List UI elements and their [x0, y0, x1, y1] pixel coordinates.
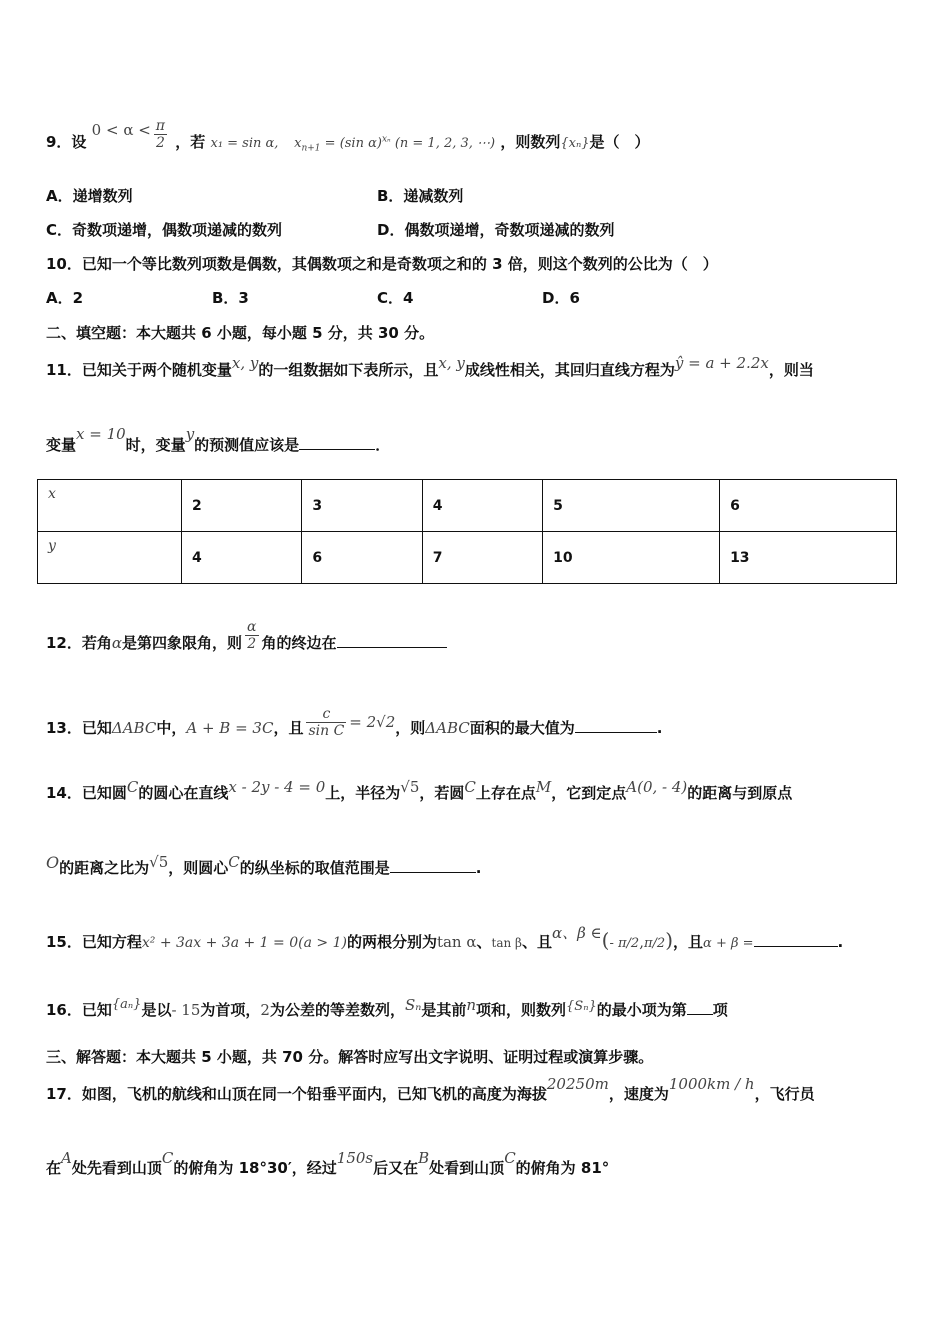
q11-p1: 11．已知关于两个随机变量 — [46, 361, 232, 379]
q11-y: y — [185, 425, 195, 443]
q9-xn: $x_{n+1} = (\sin$ α)$^{x_n}$ (n = 1, 2, 3, ⋯) — [294, 134, 496, 154]
q14-p8: 的距离之比为 — [59, 859, 150, 877]
q17-p8: 处看到山顶 — [429, 1159, 505, 1177]
q11-p4: ，则当 — [768, 361, 814, 379]
q17-line1 — [46, 1075, 815, 1104]
q12-line — [46, 619, 447, 660]
q13-p6: . — [656, 719, 663, 737]
q17-p7: 后又在 — [373, 1159, 419, 1177]
q14-p6: ，它到定点 — [551, 784, 627, 802]
q15-p5: . — [837, 933, 844, 951]
q14-ratio: √5 — [149, 853, 169, 871]
q13-fraction: $\frac{c}{\text{sin C}}$ — [308, 706, 345, 739]
q12-p3: 角的终边在 — [261, 634, 337, 652]
q12-p2: 是第四象限角，则 — [122, 634, 243, 652]
q17-p4: 在 — [46, 1159, 62, 1177]
table-cell: 6 — [302, 532, 422, 584]
q11-yhat: ŷ = a + 2.2x — [674, 354, 769, 372]
q15-line: 15．已知方程x² + 3ax + 3a + 1 = 0(a > 1)的两根分别为tan α、tan β、且α、β ∈(- π/2,π/2)，且α + β = . — [46, 924, 844, 952]
q12-fraction: $\frac{\alpha}{2}$ — [247, 619, 257, 652]
q17-p1: 17．如图，飞机的航线和山顶在同一个铅垂平面内，已知飞机的高度为海拔 — [46, 1085, 547, 1103]
q11-p8: ． — [375, 436, 391, 454]
q16-difference: 2 — [260, 1001, 270, 1019]
q13-p3: ，且 — [273, 719, 304, 737]
q11-x10: x = 10 — [76, 425, 126, 443]
table-cell: 4 — [422, 480, 542, 532]
q14-p3: 上，半径为 — [325, 784, 401, 802]
q16-p7: 的最小项为第 — [596, 1001, 687, 1019]
q14-answer-blank[interactable] — [390, 872, 476, 873]
q9-condition: 0 < α < — [91, 121, 151, 139]
q14-p5: 上存在点 — [475, 784, 536, 802]
q10-text: 10．已知一个等比数列项数是偶数，其偶数项之和是奇数项之和的 3 倍，则这个数列的公比为（ ） — [46, 255, 718, 273]
q15-equation: x² + 3ax + 3a + 1 = 0 — [141, 935, 299, 951]
q9-x1: x₁ = sin α, — [210, 136, 279, 151]
q17-line2 — [46, 1149, 610, 1178]
q17-c1: C — [161, 1149, 174, 1167]
q16-sn: Sₙ — [404, 996, 422, 1014]
q17-p6: 的俯角为 18°30′，经过 — [173, 1159, 337, 1177]
q15-p1: 15．已知方程 — [46, 933, 142, 951]
q14-p11: . — [475, 859, 482, 877]
table-cell: 10 — [543, 532, 720, 584]
q17-point-b: B — [418, 1149, 430, 1167]
q17-p3: ，飞行员 — [754, 1085, 815, 1103]
q15-right-paren: ) — [665, 928, 674, 952]
q15-tan-beta: tan β — [491, 936, 522, 950]
q14-line-eq: x - 2y - 4 = 0 — [228, 778, 326, 796]
q11-p5: 变量 — [46, 436, 77, 454]
table-cell: 6 — [720, 480, 897, 532]
q16-p8: 项 — [712, 1001, 728, 1019]
q14-c3: C — [228, 853, 240, 871]
q9-line — [46, 118, 650, 159]
q14-line1 — [46, 778, 793, 803]
q16-p1: 16．已知 — [46, 1001, 112, 1019]
q12-answer-blank[interactable] — [337, 647, 447, 648]
q17-c2: C — [504, 1149, 516, 1167]
q9-option-a: A．递增数列 — [46, 187, 133, 205]
q15-sum: α + β = — [703, 936, 754, 951]
q16-line — [46, 996, 728, 1022]
q13-eq2: = 2√2 — [349, 713, 396, 731]
q15-interval-left: - π/2 — [609, 936, 640, 951]
q9-ruo: ，若 — [175, 133, 206, 151]
q13-answer-blank[interactable] — [575, 732, 657, 733]
q17-height: 20250m — [546, 1075, 609, 1093]
q14-p1: 14．已知圆 — [46, 784, 127, 802]
q13-p1: 13．已知 — [46, 719, 112, 737]
q16-p6: 项和，则数列 — [476, 1001, 567, 1019]
q17-speed: 1000km / h — [668, 1075, 755, 1093]
table-cell: 2 — [182, 480, 302, 532]
q14-p4: ，若圆 — [419, 784, 465, 802]
q9-frac-bot: 2 — [155, 135, 165, 151]
q9-option-d: D．偶数项递增，奇数项递减的数列 — [377, 221, 615, 239]
q17-time: 150s — [336, 1149, 374, 1167]
q9-number: 9．设 — [46, 133, 87, 151]
q16-first-term: - 15 — [171, 1001, 201, 1019]
section3-heading: 三、解答题：本大题共 5 小题，共 70 分。解答时应写出文字说明、证明过程或演算步骤。 — [46, 1048, 654, 1066]
section2-heading: 二、填空题：本大题共 6 小题，每小题 5 分，共 30 分。 — [46, 324, 435, 342]
q9-seq: {xₙ} — [560, 136, 590, 151]
q17-p5: 处先看到山顶 — [71, 1159, 162, 1177]
table-row — [38, 480, 897, 532]
q16-n: n — [466, 996, 477, 1014]
table-cell: 4 — [182, 532, 302, 584]
q14-line2 — [46, 853, 482, 878]
q15-left-paren: ( — [601, 928, 610, 952]
q11-p2: 的一组数据如下表所示，且 — [258, 361, 439, 379]
q17-point-a: A — [61, 1149, 72, 1167]
q11-answer-blank[interactable] — [299, 449, 375, 450]
q13-triangle: ΔABC — [111, 719, 157, 737]
q14-p10: 的纵坐标的取值范围是 — [239, 859, 390, 877]
q9-option-c: C．奇数项递增，偶数项递减的数列 — [46, 221, 283, 239]
q11-line1 — [46, 354, 814, 380]
q14-p2: 的圆心在直线 — [138, 784, 229, 802]
q9-fraction — [154, 118, 167, 151]
q12-alpha: α — [111, 634, 123, 652]
q15-answer-blank[interactable] — [754, 946, 838, 947]
q13-p2: 中， — [156, 719, 187, 737]
q10-option-b: B．3 — [212, 289, 249, 307]
q12-p1: 12．若角 — [46, 634, 112, 652]
q15-p2: 的两根分别为 — [346, 933, 437, 951]
q13-p4: ，则 — [395, 719, 426, 737]
table-row — [38, 532, 897, 584]
q14-p7: 的距离与到原点 — [687, 784, 793, 802]
q16-p3: 为首项， — [200, 1001, 261, 1019]
q16-answer-blank[interactable] — [687, 1014, 713, 1015]
q11-xy1: x, y — [231, 354, 259, 372]
q9-option-b: B．递减数列 — [377, 187, 464, 205]
q15-dun: 、 — [476, 933, 492, 951]
q15-p4: ，且 — [673, 933, 704, 951]
q16-an: {aₙ} — [111, 997, 142, 1012]
q15-interval-right: π/2 — [644, 936, 666, 951]
q15-p3: 、且 — [521, 933, 552, 951]
q9-ze: ，则数列 — [500, 133, 561, 151]
q13-p5: 面积的最大值为 — [469, 719, 575, 737]
q11-p3: 成线性相关，其回归直线方程为 — [464, 361, 675, 379]
q10-option-d: D．6 — [542, 289, 580, 307]
q13-line — [46, 706, 663, 745]
table-cell: 3 — [302, 480, 422, 532]
q16-p2: 是以 — [141, 1001, 172, 1019]
q14-point-a: A(0, - 4) — [626, 778, 688, 796]
q9-frac-top: π — [155, 118, 165, 134]
q14-m: M — [535, 778, 552, 796]
q16-p4: 为公差的等差数列， — [269, 1001, 405, 1019]
q16-sn-seq: {Sₙ} — [566, 999, 597, 1014]
table-cell: 5 — [543, 480, 720, 532]
q14-c1: C — [126, 778, 139, 796]
q14-radius: √5 — [400, 778, 420, 796]
q14-o: O — [46, 853, 60, 872]
q17-p9: 的俯角为 81° — [515, 1159, 610, 1177]
q13-triangle2: ΔABC — [425, 719, 470, 737]
table-head-y: y — [38, 532, 182, 584]
q11-line2 — [46, 425, 391, 455]
q17-p2: ，速度为 — [608, 1085, 669, 1103]
q14-c2: C — [464, 778, 476, 796]
q15-alpha-beta: α、β ∈ — [551, 924, 602, 942]
data-table — [37, 479, 897, 584]
q11-xy2: x, y — [438, 354, 465, 372]
q15-tan-alpha: tan α — [436, 933, 477, 951]
q11-p6: 时，变量 — [125, 436, 186, 454]
q9-shi: 是（ ） — [589, 133, 650, 151]
table-cell: 7 — [422, 532, 542, 584]
table-head-x: x — [38, 480, 182, 532]
q11-p7: 的预测值应该是 — [194, 436, 300, 454]
q15-condition: (a > 1) — [298, 935, 347, 951]
q16-p5: 是其前 — [421, 1001, 467, 1019]
q14-p9: ，则圆心 — [168, 859, 229, 877]
q10-option-a: A．2 — [46, 289, 84, 307]
q13-eq: A + B = 3C — [186, 719, 274, 737]
q10-option-c: C．4 — [377, 289, 414, 307]
table-cell: 13 — [720, 532, 897, 584]
